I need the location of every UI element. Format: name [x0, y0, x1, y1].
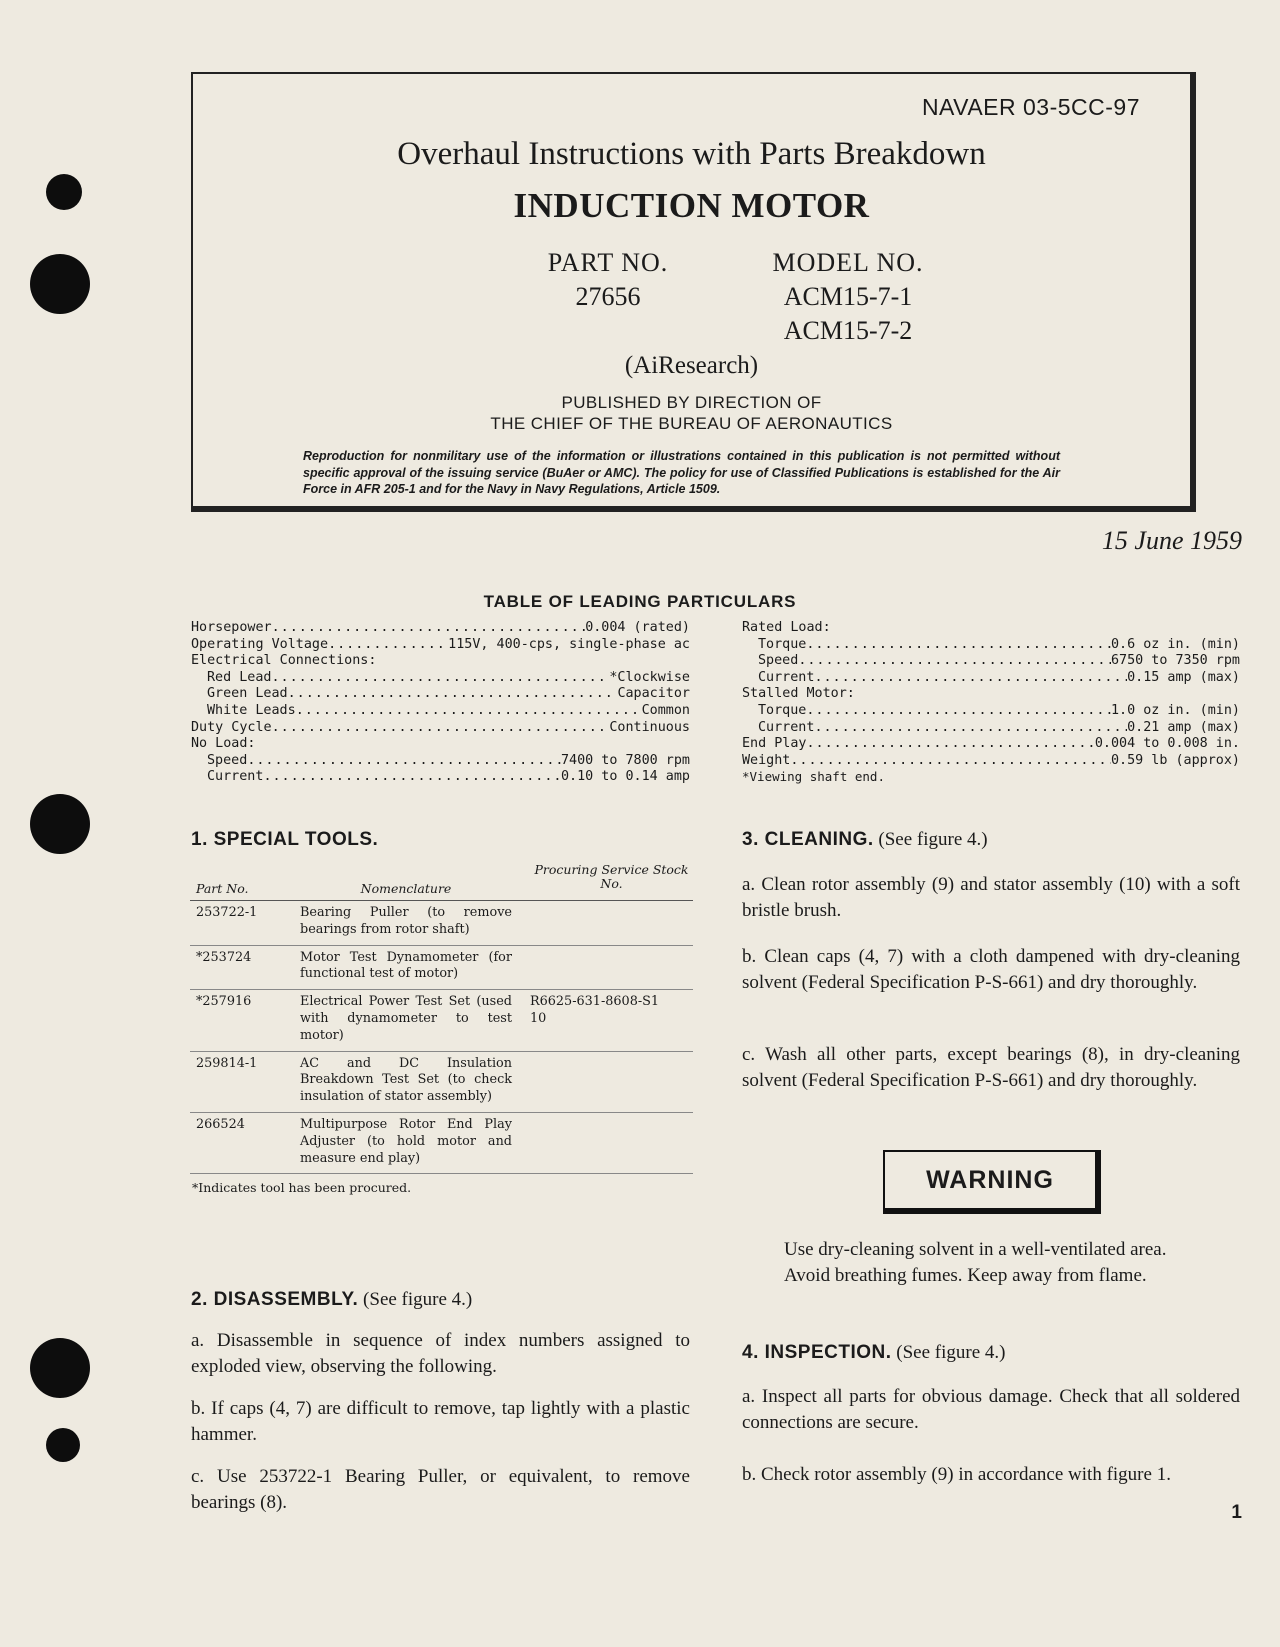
binder-hole: [46, 1428, 80, 1462]
particular-row: White Leads ..... Common: [191, 703, 690, 720]
part-number-label: PART NO.: [547, 248, 669, 277]
reproduction-notice: Reproduction for nonmilitary use of the information or illustrations contained in this publication is not permitted without specific approval of the issuing service (BuAer or AMC). The policy for use of Classified Publications is established for the Air Force in AFR 205-1 and for the Navy in Navy Regulations, Article 1509.: [303, 449, 1060, 496]
particulars-footnote: *Viewing shaft end.: [742, 769, 885, 785]
model-number-label: MODEL NO.: [772, 248, 924, 277]
binder-hole: [30, 254, 90, 314]
model-number: ACM15-7-2: [783, 316, 913, 345]
disassembly-step: b. If caps (4, 7) are difficult to remove, tap lightly with a plastic hammer.: [191, 1398, 690, 1445]
particular-row: Duty Cycle ..... Continuous: [191, 720, 690, 737]
part-number: 27656: [575, 282, 641, 311]
particular-row: Torque ..... 1.0 oz in. (min): [742, 703, 1240, 720]
part-number-block: [528, 246, 688, 314]
inspection-step: b. Check rotor assembly (9) in accordance with figure 1.: [742, 1464, 1171, 1485]
tools-footnote: *Indicates tool has been procured.: [192, 1180, 412, 1196]
leading-particulars-right: [742, 620, 1240, 786]
inspection-heading: 4. INSPECTION. (See figure 4.): [742, 1342, 1006, 1363]
table-row: 259814-1 AC and DC Insulation Breakdown Test Set (to check insulation of stator assembly): [190, 1052, 693, 1113]
warning-text: Use dry-cleaning solvent in a well-ventilated area. Avoid breathing fumes. Keep away from flame.: [784, 1239, 1167, 1286]
particular-group: No Load:: [191, 736, 256, 752]
table-row: *253724 Motor Test Dynamometer (for functional test of motor): [190, 946, 693, 991]
document-title: Overhaul Instructions with Parts Breakdown: [397, 136, 986, 172]
title-block: [191, 72, 1196, 512]
model-number-block: [738, 246, 958, 348]
warning-label: WARNING: [883, 1150, 1101, 1214]
cleaning-heading: 3. CLEANING. (See figure 4.): [742, 829, 988, 850]
published-line: PUBLISHED BY DIRECTION OF: [561, 393, 822, 412]
published-by: [193, 392, 1190, 434]
particular-row: Torque ..... 0.6 oz in. (min): [742, 637, 1240, 654]
cleaning-step: b. Clean caps (4, 7) with a cloth dampened with dry-cleaning solvent (Federal Specification P-S-661) and dry thoroughly.: [742, 946, 1240, 993]
particular-group: Rated Load:: [742, 620, 831, 635]
special-tools-table: [190, 863, 693, 1195]
particular-row: Weight ..... 0.59 lb (approx): [742, 753, 1240, 770]
table-row: 253722-1 Bearing Puller (to remove bearings from rotor shaft): [190, 901, 693, 946]
binder-hole: [30, 1338, 90, 1398]
table-row: 266524 Multipurpose Rotor End Play Adjuster (to hold motor and measure end play): [190, 1113, 693, 1174]
particular-row: Green Lead ..... Capacitor: [191, 686, 690, 703]
published-line: THE CHIEF OF THE BUREAU OF AERONAUTICS: [490, 414, 893, 433]
publication-date: 15 June 1959: [1101, 526, 1242, 555]
page-number: 1: [1231, 1502, 1242, 1523]
particular-row: Current ..... 0.21 amp (max): [742, 720, 1240, 737]
particular-row: Operating Voltage ..... 115V, 400-cps, single-phase ac: [191, 637, 690, 654]
special-tools-heading: 1. SPECIAL TOOLS.: [191, 829, 379, 850]
column-header: Nomenclature: [360, 881, 452, 896]
table-row: *257916 Electrical Power Test Set (used with dynamometer to test motor) R6625-631-8608-S110: [190, 990, 693, 1051]
leading-particulars-left: [191, 620, 690, 786]
column-header: Procuring Service Stock No.: [534, 862, 689, 891]
particular-row: Horsepower ..... 0.004 (rated): [191, 620, 690, 637]
disassembly-step: a. Disassemble in sequence of index numbers assigned to exploded view, observing the following.: [191, 1330, 690, 1377]
cleaning-step: c. Wash all other parts, except bearings (8), in dry-cleaning solvent (Federal Specification P-S-661) and dry thoroughly.: [742, 1044, 1240, 1091]
particular-group: Stalled Motor:: [742, 686, 855, 702]
disassembly-heading: 2. DISASSEMBLY. (See figure 4.): [191, 1289, 473, 1310]
document-number: NAVAER 03-5CC-97: [921, 94, 1140, 120]
subject-title: INDUCTION MOTOR: [513, 186, 870, 225]
leading-particulars-title: TABLE OF LEADING PARTICULARS: [483, 592, 797, 611]
particular-row: End Play ..... 0.004 to 0.008 in.: [742, 736, 1240, 753]
particular-row: Speed ..... 7400 to 7800 rpm: [191, 753, 690, 770]
particular-row: Current ..... 0.10 to 0.14 amp: [191, 769, 690, 786]
particular-row: Speed ..... 6750 to 7350 rpm: [742, 653, 1240, 670]
manufacturer: (AiResearch): [624, 352, 759, 379]
inspection-step: a. Inspect all parts for obvious damage. Check that all soldered connections are secure.: [742, 1386, 1240, 1433]
disassembly-step: c. Use 253722-1 Bearing Puller, or equivalent, to remove bearings (8).: [191, 1466, 690, 1513]
model-number: ACM15-7-1: [783, 282, 913, 311]
binder-hole: [46, 174, 82, 210]
binder-hole: [30, 794, 90, 854]
particular-row: Current ..... 0.15 amp (max): [742, 670, 1240, 687]
particular-row: Red Lead ..... *Clockwise: [191, 670, 690, 687]
table-header: [190, 863, 693, 901]
particular-group: Electrical Connections:: [191, 653, 377, 669]
cleaning-step: a. Clean rotor assembly (9) and stator assembly (10) with a soft bristle brush.: [742, 874, 1240, 921]
column-header: Part No.: [196, 881, 249, 896]
